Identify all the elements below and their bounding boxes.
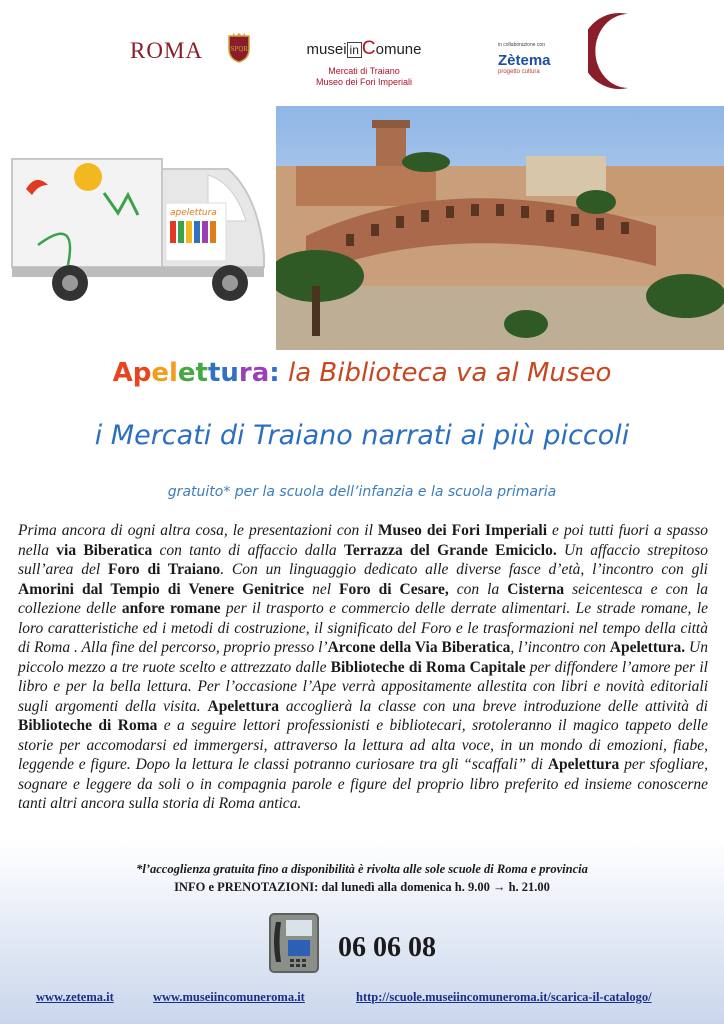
zetema-wordmark: Zètema xyxy=(498,52,551,69)
title-rest: la Biblioteca va al Museo xyxy=(279,358,612,388)
body-segment: e a seguire lettori professionisti e bibliotecari, srotoleranno il magico tappeto delle storie per accomodarsi ed immergersi, attraverso la lettura ad alta voce, in un mondo di emozioni, fiabe, leggende e figure. Dopo la lettura le classi potranno curiosare tra gli “scaffali” di xyxy=(18,717,708,773)
mercati-di-traiano-photo xyxy=(276,106,724,350)
body-segment: per sfogliare, sognare e leggere da soli o in compagnia parole e figure del proprio libro preferito ed insieme conoscerne tanti altri ancora sulla storia di Roma antica. xyxy=(18,756,708,812)
svg-text:SPQR: SPQR xyxy=(230,46,248,53)
apelettura-truck-illustration xyxy=(8,155,270,305)
body-segment: . Con un linguaggio dedicato alle diverse fasce d’età, l’incontro con gli xyxy=(220,561,708,578)
body-segment: accoglierà la classe con una breve introduzione delle attività di xyxy=(278,697,708,715)
body-segment-bold: Arcone della Via Biberatica xyxy=(327,639,511,656)
body-segment: per il trasporto e commercio delle derrate alimentari. Le strade romane, le loro caratteristiche ed i metodi di costruzione, il significato del Foro e le trasformazioni nel tempo della città di Roma . Alla fine del percorso, proprio presso l’ xyxy=(18,600,709,656)
zetema-tagline: progetto cultura xyxy=(498,69,540,75)
page-subtitle-heading: i Mercati di Traiano narrati ai più piccoli xyxy=(94,420,630,451)
body-segment-bold: Apelettura xyxy=(207,697,279,715)
musei-in-comune-wordmark: musei in Comune xyxy=(306,38,422,59)
body-segment: nel xyxy=(304,580,340,598)
body-segment: per diffondere l’amore per il libro e per la bella lettura. Per l’occasione l’Ape verrà appositamente allestita con libri e novità editoriali sugli argomenti della visita. xyxy=(18,658,708,715)
roma-logo-text: ROMA xyxy=(130,38,204,63)
body-segment-bold: Terrazza del Grande Emiciclo. xyxy=(343,541,557,559)
booking-info: INFO e PRENOTAZIONI: dal lunedì alla domenica h. 9.00 → h. 21.00 xyxy=(174,880,550,894)
body-segment: Un affaccio strepitoso sull’area del xyxy=(18,541,708,578)
description-paragraph xyxy=(18,521,708,814)
link-musei-in-comune[interactable]: www.museiincomuneroma.it xyxy=(153,990,305,1004)
title-brand-part: Ap xyxy=(112,358,152,388)
body-segment-bold: Apelettura. xyxy=(609,639,686,656)
link-catalogo-scuole[interactable]: http://scuole.museiincomuneroma.it/scarica-il-catalogo/ xyxy=(356,990,652,1004)
page-title xyxy=(0,358,724,388)
body-segment: Prima ancora di ogni altra cosa, le presentazioni con il xyxy=(18,522,378,539)
body-segment: , l’incontro con xyxy=(510,639,610,656)
crescent-logo-icon xyxy=(588,12,632,90)
title-brand-colon: : xyxy=(269,358,280,388)
audience-subtitle: gratuito* per la scuola dell’infanzia e la scuola primaria xyxy=(167,484,557,500)
musei-line-2: Museo dei Fori Imperiali xyxy=(315,77,413,87)
body-segment-bold: Apelettura xyxy=(547,756,620,773)
zetema-collab-text: in collaborazione con xyxy=(498,42,545,48)
body-segment: seicentesca e con la collezione delle xyxy=(18,580,709,617)
zetema-logo xyxy=(498,42,568,75)
link-zetema[interactable]: www.zetema.it xyxy=(36,990,114,1004)
title-brand-part: ra xyxy=(238,358,270,388)
title-brand-part: el xyxy=(151,358,178,388)
phone-number: 06 06 08 xyxy=(338,932,436,963)
body-segment-bold: Biblioteche di Roma xyxy=(18,717,158,734)
payphone-icon xyxy=(268,912,320,974)
body-segment-bold: Biblioteche di Roma Capitale xyxy=(330,658,526,676)
body-segment-bold: anfore romane xyxy=(121,600,221,617)
title-brand-part: tu xyxy=(207,358,239,388)
body-segment: Un piccolo mezzo a tre ruote scelto e attrezzato dalle xyxy=(18,639,708,676)
musei-in-comune-logo xyxy=(304,38,424,88)
body-segment: e poi tutti fuori a spasso nella xyxy=(18,522,708,559)
body-segment-bold: Foro di Cesare, xyxy=(339,580,449,598)
body-segment-bold: Foro di Traiano xyxy=(108,561,221,578)
body-segment-bold: via Biberatica xyxy=(56,541,153,559)
body-segment: con la xyxy=(448,580,508,598)
body-segment-bold: Cisterna xyxy=(507,580,565,598)
body-segment-bold: Museo dei Fori Imperiali xyxy=(377,522,548,539)
body-segment-bold: Amorini dal Tempio di Venere Genitrice xyxy=(18,580,305,598)
musei-line-1: Mercati di Traiano xyxy=(328,66,400,76)
truck-apelettura-label: apelettura xyxy=(170,208,217,218)
title-brand-part: et xyxy=(177,358,208,388)
roma-shield-icon xyxy=(227,33,251,63)
footnote: *l’accoglienza gratuita fino a disponibilità è rivolta alle sole scuole di Roma e provincia xyxy=(136,862,588,876)
body-segment: con tanto di affaccio dalla xyxy=(152,541,344,559)
